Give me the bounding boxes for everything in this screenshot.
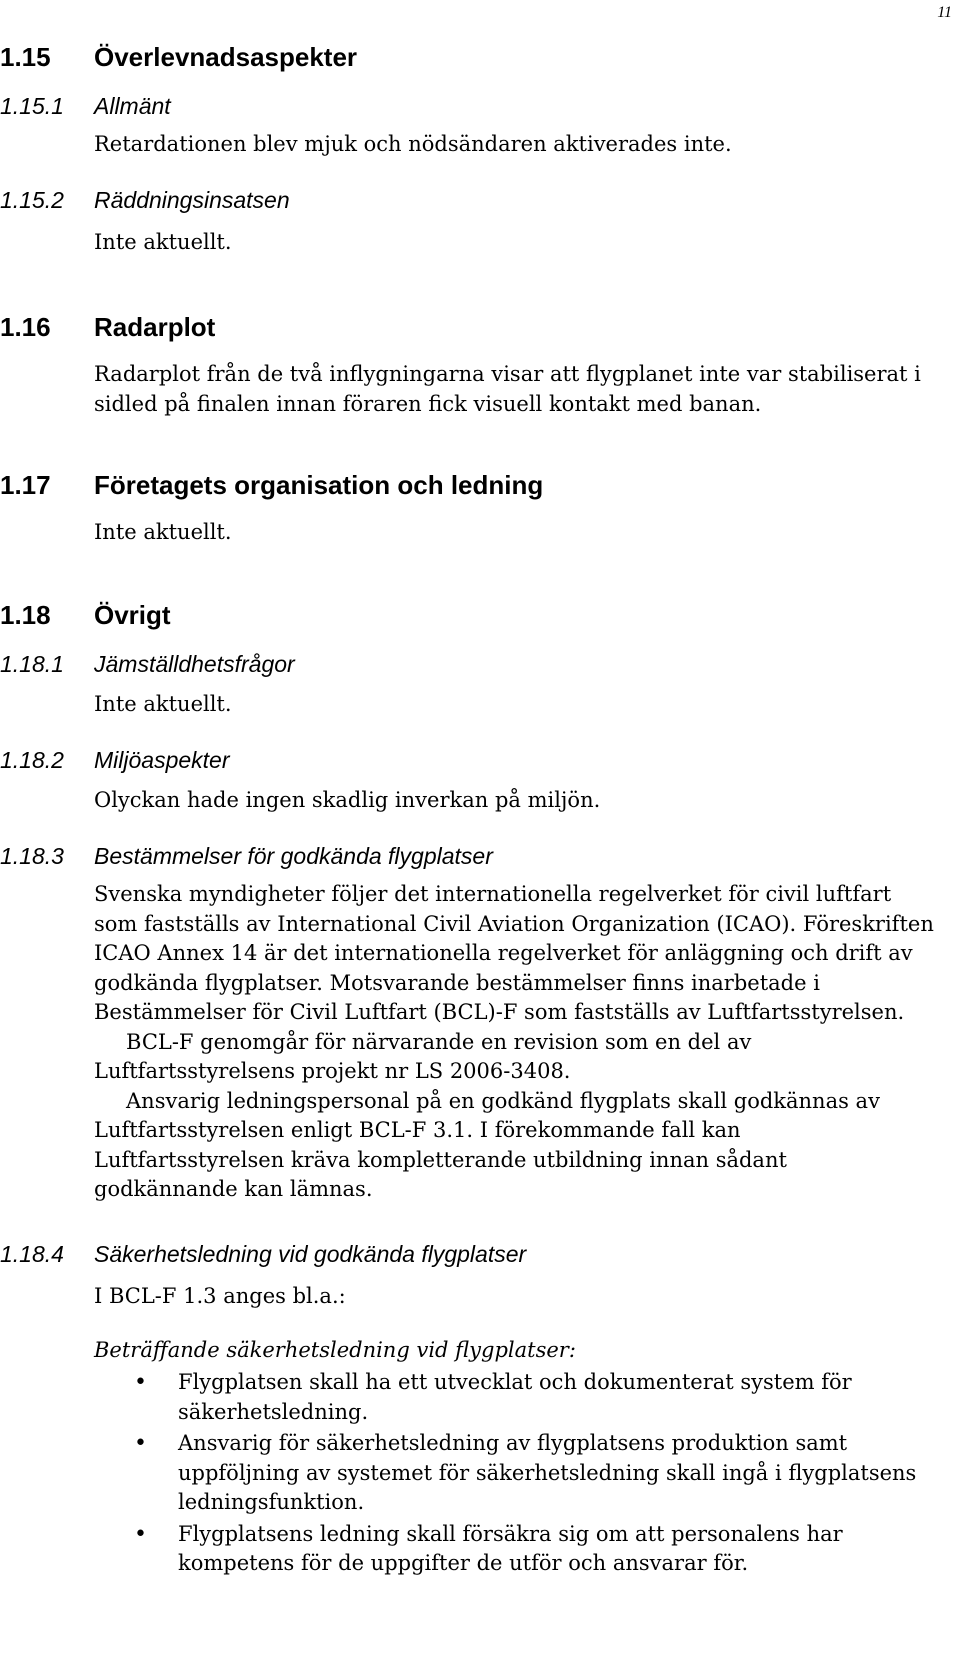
subsection-title: Miljöaspekter: [94, 747, 230, 773]
bullet-list: [94, 1368, 940, 1581]
list-item: [94, 1520, 940, 1579]
subsection-number: 1.18.1: [0, 651, 64, 677]
subsection-title: Jämställdhetsfrågor: [94, 651, 295, 677]
subsection-number: 1.18.4: [0, 1241, 64, 1267]
section-number: 1.17: [0, 470, 51, 500]
page-number: 11: [937, 4, 952, 21]
list-item: [94, 1429, 940, 1518]
paragraph-1-16: Radarplot från de två inflygningarna visar att flygplanet inte var stabiliserat i sidled på finalen innan föraren fick visuell kontakt med banan.: [94, 362, 921, 416]
section-number: 1.15: [0, 42, 51, 72]
list-item: [94, 1368, 940, 1427]
paragraph-1-15-2: Inte aktuellt.: [94, 230, 232, 254]
subsection-title: Bestämmelser för godkända flygplatser: [94, 843, 493, 869]
section-title: Övrigt: [94, 600, 171, 630]
list-item-text: Flygplatsen skall ha ett utvecklat och dokumenterat system för säkerhetsledning.: [178, 1370, 852, 1424]
section-title: Överlevnadsaspekter: [94, 42, 358, 72]
paragraph-1-15-1: Retardationen blev mjuk och nödsändaren aktiverades inte.: [94, 132, 732, 156]
list-item-text: Flygplatsens ledning skall försäkra sig om att personalens har kompetens för de uppgifter de utför och ansvarar för.: [178, 1521, 843, 1575]
bullet-icon: •: [134, 1370, 147, 1395]
paragraph-1-17: Inte aktuellt.: [94, 520, 232, 544]
text-block-1-18-3: [94, 880, 934, 1205]
subsection-title: Säkerhetsledning vid godkända flygplatser: [94, 1241, 527, 1267]
bullet-icon: •: [134, 1431, 147, 1456]
subsection-number: 1.15.1: [0, 93, 64, 119]
section-title: Radarplot: [94, 312, 216, 342]
quote-subheading: Beträffande säkerhetsledning vid flygplatser:: [94, 1338, 576, 1362]
paragraph-1-18-1: Inte aktuellt.: [94, 692, 232, 716]
paragraph-1-18-2: Olyckan hade ingen skadlig inverkan på miljön.: [94, 788, 601, 812]
paragraph-1-18-3-c: Ansvarig ledningspersonal på en godkänd flygplats skall godkännas av Luftfartsstyrelsen enligt BCL-F 3.1. I förekommande fall kan Luftfartsstyrelsen kräva kompletterande utbildning innan sådant godkännande kan lämnas.: [94, 1088, 880, 1201]
section-number: 1.18: [0, 600, 51, 630]
list-item-text: Ansvarig för säkerhetsledning av flygplatsens produktion samt uppföljning av systemet för säkerhetsledning skall ingå i flygplatsens ledningsfunktion.: [178, 1431, 917, 1514]
paragraph-1-18-3-a: Svenska myndigheter följer det internationella regelverket för civil luftfart som fastställs av International Civil Aviation Organization (ICAO). Föreskriften ICAO Annex 14 är det internationella regelverket för anläggning och drift av godkända flygplatser. Motsvarande bestämmelser finns inarbetade i Bestämmelser för Civil Luftfart (BCL)-F som fastställs av Luftfartsstyrelsen.: [94, 882, 934, 1024]
subsection-number: 1.18.3: [0, 843, 64, 869]
subsection-number: 1.15.2: [0, 187, 64, 213]
subsection-title: Räddningsinsatsen: [94, 187, 290, 213]
section-number: 1.16: [0, 312, 51, 342]
section-title: Företagets organisation och ledning: [94, 470, 544, 500]
paragraph-1-18-3-b: BCL-F genomgår för närvarande en revision som en del av Luftfartsstyrelsens projekt nr LS 2006-3408.: [94, 1029, 752, 1083]
subsection-number: 1.18.2: [0, 747, 64, 773]
paragraph-1-18-4-intro: I BCL-F 1.3 anges bl.a.:: [94, 1284, 346, 1308]
subsection-title: Allmänt: [94, 93, 171, 119]
bullet-icon: •: [134, 1521, 147, 1547]
